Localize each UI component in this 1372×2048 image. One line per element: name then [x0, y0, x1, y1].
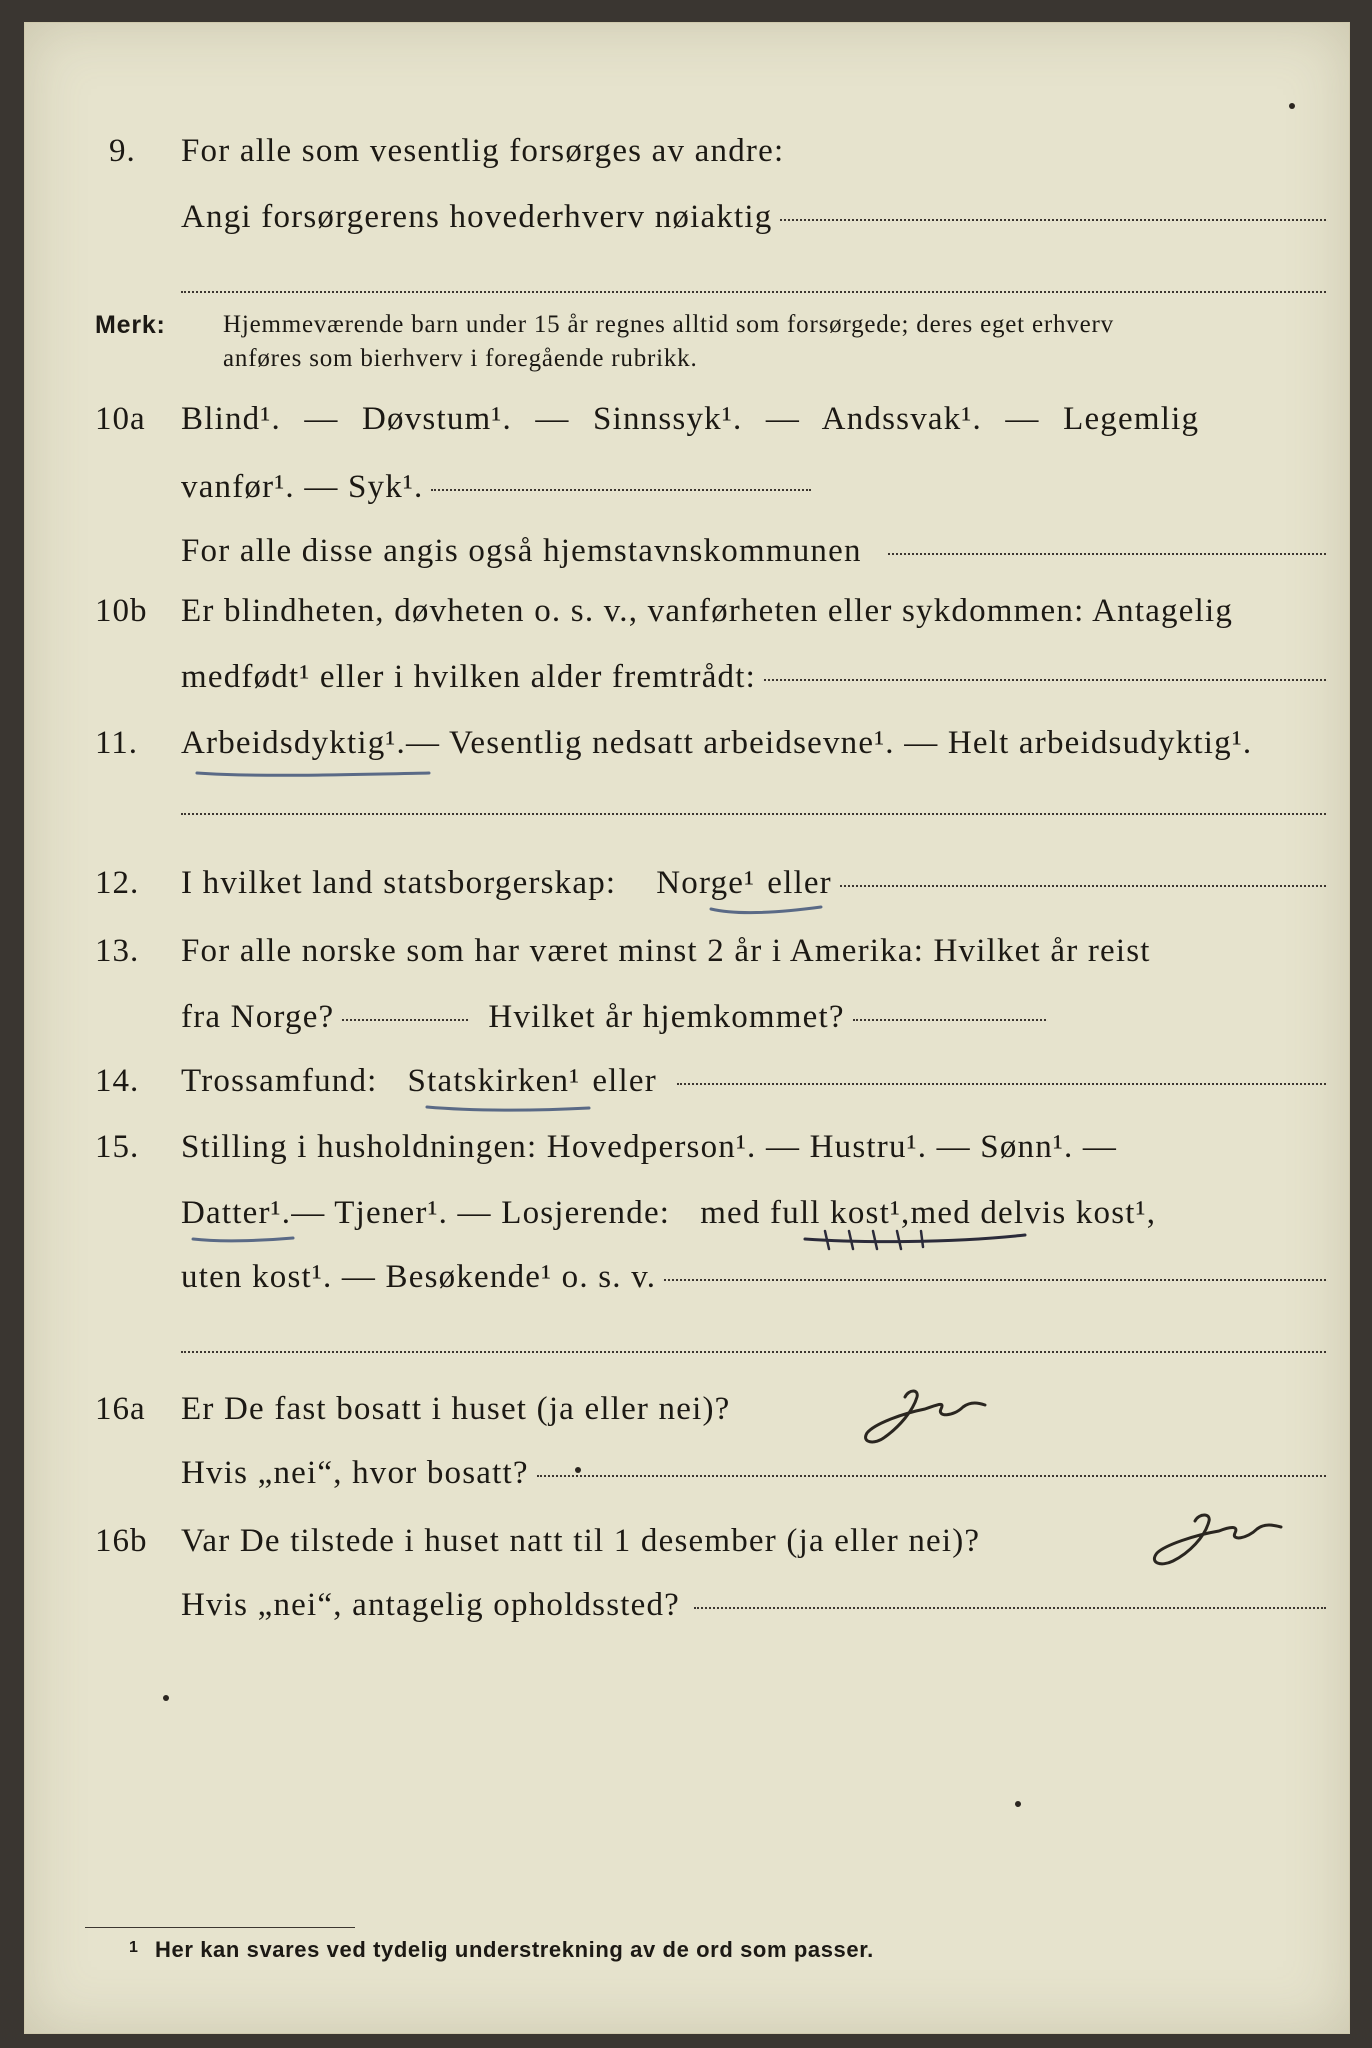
q16a-line1: [181, 1391, 1326, 1428]
q12-prompt: I hvilket land statsborgerskap:: [181, 865, 617, 901]
q15-option-daughter[interactable]: Datter¹.: [181, 1195, 292, 1231]
q9-prompt-2: Angi forsørgerens hovederhverv nøiaktig: [181, 199, 773, 235]
q12-option-tail: eller: [767, 865, 832, 901]
q14-option-selected[interactable]: Statskirken¹: [407, 1063, 581, 1099]
q10a-line1: [181, 401, 1199, 438]
q15-prompt: Stilling i husholdningen: Hovedperson¹. — Hustru¹. — Sønn¹. —: [181, 1129, 1118, 1165]
q13-number: 13.: [95, 933, 140, 969]
q13-departure-prompt: fra Norge?: [181, 999, 335, 1035]
q9-extra-line: [181, 291, 1326, 293]
q13-return-line[interactable]: [853, 1018, 1046, 1021]
q13-prompt: For alle norske som har været minst 2 år i Amerika: Hvilket år reist: [181, 933, 1151, 969]
q12-handwritten-underline: [707, 901, 827, 919]
q16a-number: 16a: [95, 1391, 146, 1427]
paper-speck: [1289, 103, 1295, 109]
paper-speck: [1015, 1801, 1021, 1807]
q9-answer-line[interactable]: [780, 218, 1326, 221]
q10a-options-2: vanfør¹. — Syk¹.: [181, 469, 424, 505]
q12-line: [181, 865, 1326, 902]
q13-return-prompt: Hvilket år hjemkommet?: [488, 999, 845, 1035]
q14-prompt: Trossamfund:: [181, 1063, 378, 1099]
q12-option-selected[interactable]: Norge¹: [656, 865, 756, 901]
q16b-location-line[interactable]: [694, 1606, 1326, 1609]
footnote-rule: [85, 1927, 355, 1928]
q15-selected-underline: [801, 1227, 1031, 1253]
q14-option-tail: eller: [592, 1063, 657, 1099]
q10b-line2: [181, 659, 1326, 696]
q14-line: [181, 1063, 1326, 1100]
q10a-options: Blind¹. — Døvstum¹. — Sinnssyk¹. — Andssvak¹. — Legemlig: [181, 401, 1200, 437]
q16a-where-line[interactable]: [537, 1474, 1326, 1477]
census-form-page: [24, 22, 1350, 2034]
q16b-number: 16b: [95, 1523, 148, 1559]
q15-options-3: uten kost¹. — Besøkende¹ o. s. v.: [181, 1259, 657, 1295]
q9-prompt: For alle som vesentlig forsørges av andre:: [181, 133, 785, 169]
q15-number: 15.: [95, 1129, 140, 1165]
q10a-line2: [181, 469, 811, 506]
q10a-line3: [181, 533, 1326, 570]
q15-options-mid: — Tjener¹. — Losjerende:: [291, 1195, 671, 1231]
paper-speck: [163, 1695, 169, 1701]
q13-departure-line[interactable]: [342, 1018, 468, 1021]
q15-option-selected[interactable]: med full kost¹,: [700, 1195, 911, 1231]
q11-handwritten-underline: [193, 761, 433, 781]
q11-option-selected[interactable]: Arbeidsdyktig¹.: [181, 725, 406, 761]
q15-extra-line: [181, 1351, 1326, 1353]
q11-number: 11.: [95, 725, 139, 761]
merk-text-2: anføres som bierhverv i foregående rubrikk.: [223, 345, 698, 372]
q16a-handwritten-answer: [845, 1383, 995, 1453]
q10b-prompt: Er blindheten, døvheten o. s. v., vanførheten eller sykdommen: Antagelig: [181, 593, 1234, 629]
q9-line2: [181, 199, 1326, 236]
q16b-line2: [181, 1587, 1326, 1624]
q15-options-end: med delvis kost¹,: [910, 1195, 1157, 1231]
q15-answer-line[interactable]: [664, 1278, 1326, 1281]
merk-text-1: Hjemmeværende barn under 15 år regnes alltid som forsørgede; deres eget erhverv: [223, 311, 1114, 338]
q15-daughter-underline: [189, 1229, 299, 1247]
q11-extra-line: [181, 813, 1326, 815]
q11-line: [181, 725, 1252, 762]
q10b-number: 10b: [95, 593, 148, 629]
q16b-prompt: Var De tilstede i huset natt til 1 desember (ja eller nei)?: [181, 1523, 981, 1559]
q10a-municipality-prompt: For alle disse angis også hjemstavnskommunen: [181, 533, 862, 569]
q16a-where-prompt: Hvis „nei“, hvor bosatt?: [181, 1455, 529, 1491]
q16a-prompt: Er De fast bosatt i huset (ja eller nei)?: [181, 1391, 731, 1427]
q10a-answer-line[interactable]: [431, 488, 811, 491]
q16b-location-prompt: Hvis „nei“, antagelig opholdssted?: [181, 1587, 681, 1623]
paper-speck: [575, 1467, 581, 1473]
q12-answer-line[interactable]: [840, 884, 1326, 887]
q15-line1: [181, 1129, 1117, 1166]
merk-label: Merk:: [95, 311, 166, 339]
q10b-line1: [181, 593, 1233, 630]
q14-handwritten-underline: [423, 1099, 593, 1117]
q16a-line2: [181, 1455, 1326, 1492]
q14-number: 14.: [95, 1063, 140, 1099]
q12-number: 12.: [95, 865, 140, 901]
q16b-line1: [181, 1523, 980, 1560]
q11-options-rest: — Vesentlig nedsatt arbeidsevne¹. — Helt arbeidsudyktig¹.: [405, 725, 1253, 761]
q9-number: 9.: [109, 133, 136, 169]
q14-answer-line[interactable]: [677, 1082, 1326, 1085]
q9-line1: [181, 133, 1326, 170]
footnote-marker: 1: [129, 1939, 139, 1956]
footnote-text: Her kan svares ved tydelig understrekning av de ord som passer.: [155, 1937, 874, 1962]
q10b-prompt-2: medfødt¹ eller i hvilken alder fremtrådt:: [181, 659, 756, 695]
q13-line2: [181, 999, 1046, 1036]
q10a-municipality-line[interactable]: [888, 552, 1326, 555]
q13-line1: [181, 933, 1151, 970]
q10b-answer-line[interactable]: [764, 678, 1326, 681]
q10a-number: 10a: [95, 401, 146, 437]
q16b-handwritten-answer: [1129, 1505, 1289, 1575]
q15-line3: [181, 1259, 1326, 1296]
